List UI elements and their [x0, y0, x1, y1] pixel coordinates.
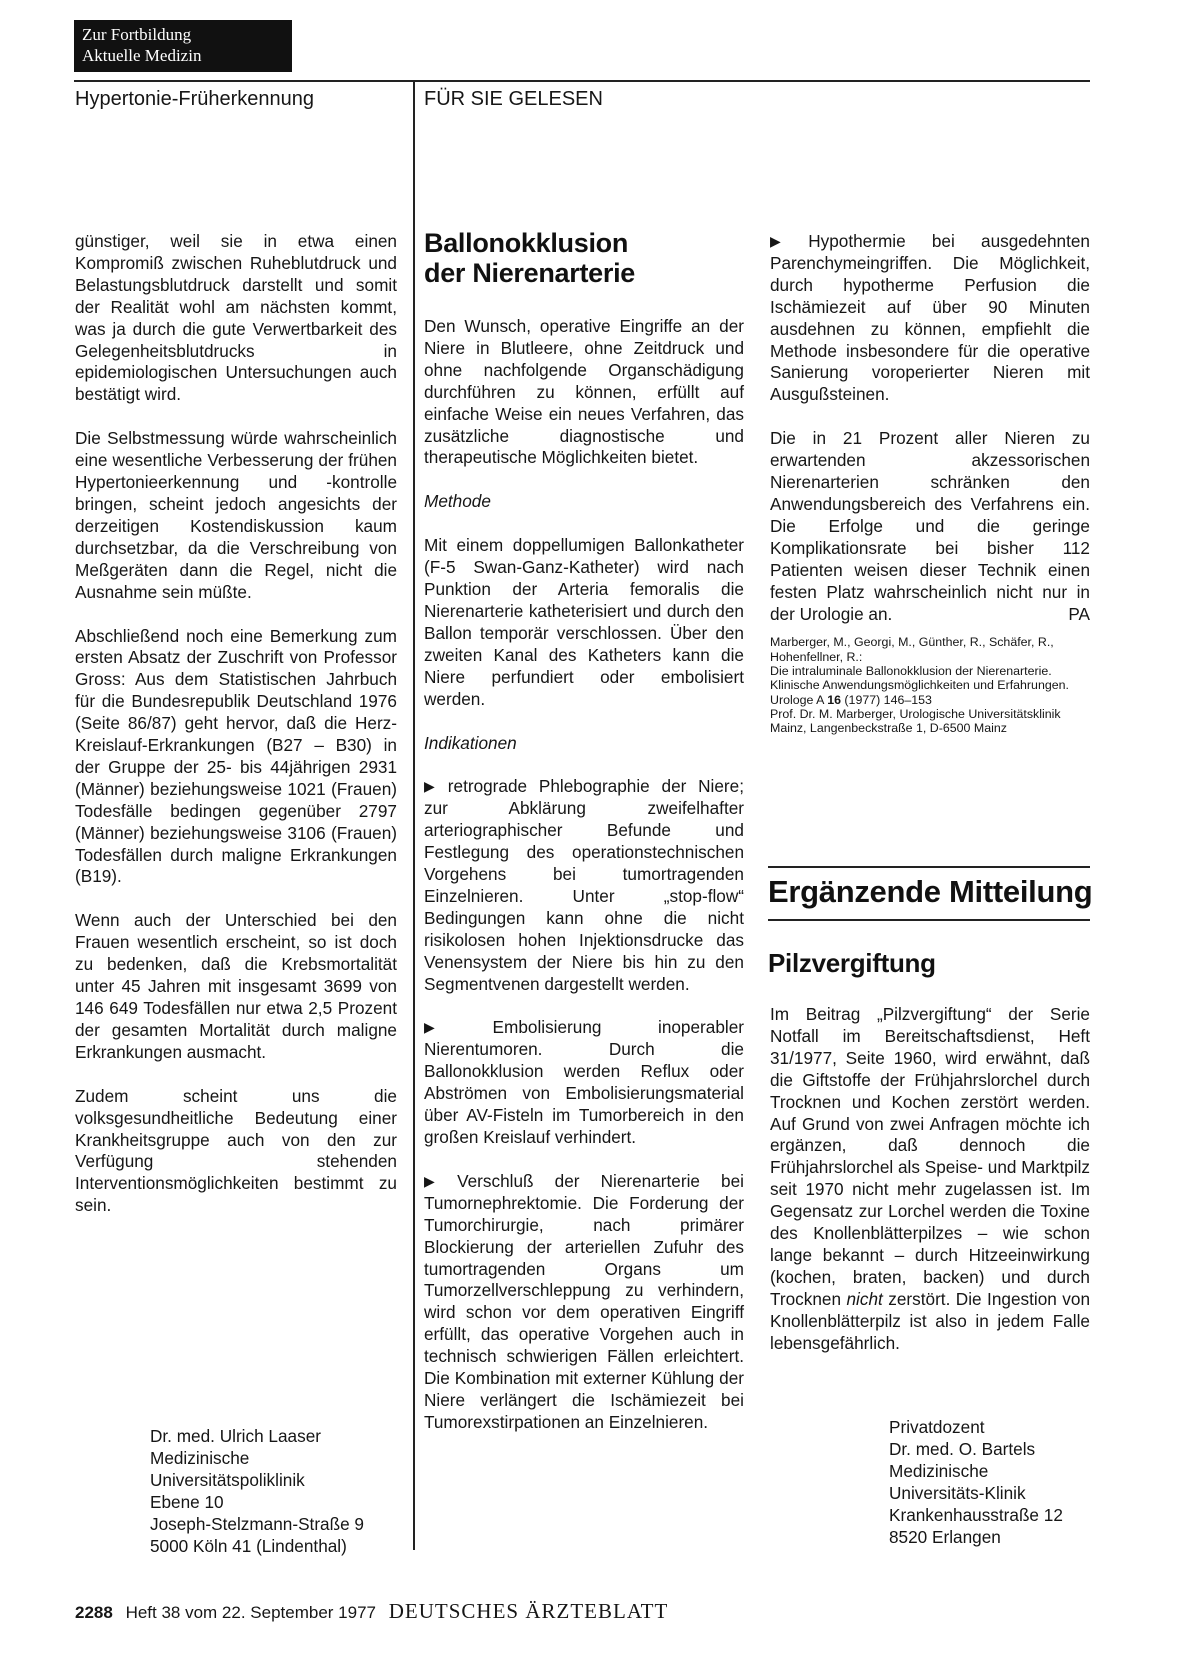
column-2	[424, 316, 744, 1456]
page-number: 2288	[75, 1603, 113, 1622]
col1-paragraph-1: günstiger, weil sie in etwa einen Kompromiß zwischen Ruheblutdruck und Belastungsblutdruck darstellt und somit der Realität wohl am nächsten kommt, was ja durch die gute Verwertbarkeit des Gelegenheitsblutdrucks in epidemiologischen Untersuchungen auch bestätigt wird.	[75, 231, 397, 405]
signature-line: 8520 Erlangen	[889, 1527, 1001, 1547]
section-rule-bottom	[768, 919, 1090, 921]
section-rule-top	[768, 866, 1090, 868]
signature-line: Dr. med. Ulrich Laaser	[150, 1426, 321, 1446]
indication-item-4	[770, 231, 1090, 406]
reference-address: Prof. Dr. M. Marberger, Urologische Universitätsklinik Mainz, Langenbeckstraße 1, D-6500 Mainz	[770, 706, 1061, 736]
column-divider	[413, 80, 415, 1550]
pilz-paragraph	[770, 1004, 1090, 1355]
badge-line-2: Aktuelle Medizin	[82, 46, 202, 65]
indication-text: Embolisierung inoperabler Nierentumoren. Durch die Ballonokklusion werden Reflux oder Abströmen von Embolisierungsmaterial über AV-Fisteln im Tumorbereich in den großen Kreislauf verhindert.	[424, 1017, 744, 1147]
subheading-methode: Methode	[424, 491, 491, 512]
col1-paragraph-5: Zudem scheint uns die volksgesundheitliche Bedeutung einer Krankheitsgruppe auch von den zur Verfügung stehenden Interventionsmöglichkeiten bestimmt zu sein.	[75, 1085, 397, 1216]
col3-paragraph-text: Die in 21 Prozent aller Nieren zu erwartenden akzessorischen Nierenarterien schränken den Anwendungsbereich des Verfahrens ein. Die Erfolge und die geringe Komplikationsrate bei bisher 112 Patienten weisen dieser Technik einen festen Platz wahrscheinlich nicht nur in der Urologie an.	[770, 428, 1090, 624]
col1-paragraph-3: Abschließend noch eine Bemerkung zum ersten Absatz der Zuschrift von Professor Gross: Aus dem Statistischen Jahrbuch für die Bundesrepublik Deutschland 1976 (Seite 86/87) geht hervor, daß die Herz-Kreislauf-Erkrankungen (B27 – B30) in der Gruppe der 25- bis 44jährigen 2931 (Männer) beziehungsweise 1021 (Frauen) Todesfälle bedingen gegenüber 2797 (Männer) beziehungsweise 3106 (Frauen) Todesfällen durch maligne Erkrankungen (B19).	[75, 625, 397, 887]
headline-line-2: der Nierenarterie	[424, 258, 636, 288]
triangle-bullet-icon: ▶	[424, 1019, 487, 1036]
signature-line: Medizinische	[150, 1448, 250, 1468]
issue-info: Heft 38 vom 22. September 1977	[125, 1603, 376, 1622]
indication-text: Hypothermie bei ausgedehnten Parenchymeingriffen. Die Möglichkeit, durch hypotherme Perfusion die Ischämiezeit auf über 90 Minuten ausdehnen zu können, empfiehlt die Methode insbesondere für die operative Sanierung voroperierter Nieren mit Ausgußsteinen.	[770, 231, 1090, 405]
signature-line: Dr. med. O. Bartels	[889, 1439, 1036, 1459]
triangle-bullet-icon: ▶	[424, 778, 442, 795]
triangle-bullet-icon: ▶	[424, 1172, 452, 1189]
indication-text: Verschluß der Nierenarterie bei Tumornephrektomie. Die Forderung der Tumorchirurgie, nach primärer Blockierung der arteriellen Zufuhr des tumortragenden Organs um Tumorzellverschleppung zu verhindern, wird schon vor dem operativen Eingriff erfüllt, das operative Vorgehen auch in technisch schwierigen Fällen erleichtert. Die Kombination mit externer Kühlung der Niere verlängert die Ischämiezeit bei Tumorexstirpationen an Einzelnieren.	[424, 1170, 744, 1432]
reference-block	[770, 635, 1090, 735]
indication-item-3	[424, 1171, 744, 1434]
page-footer	[75, 1599, 668, 1624]
signature-line: Ebene 10	[150, 1492, 224, 1512]
col1-paragraph-2: Die Selbstmessung würde wahrscheinlich eine wesentliche Verbesserung der frühen Hypertonieerkennung und -kontrolle bringen, scheint jedoch angesichts der derzeitigen Kostendiskussion kaum durchsetzbar, da die Verschreibung von Meßgeräten dann die Regel, nicht die Ausnahme sein müßte.	[75, 428, 397, 602]
signature-line: Universitätspoliklinik	[150, 1470, 305, 1490]
col2-intro: Den Wunsch, operative Eingriffe an der Niere in Blutleere, ohne Zeitdruck und ohne nachfolgende Organschädigung durchführen zu können, erfüllt auf einfache Weise ein neues Verfahren, das zusätzliche diagnostische und therapeutische Möglichkeiten bietet.	[424, 316, 744, 468]
col1-paragraph-4: Wenn auch der Unterschied bei den Frauen wesentlich erscheint, so ist doch zu bedenken, daß die Krebsmortalität unter 45 Jahren mit insgesamt 3699 von 146 649 Todesfällen nur etwa 2,5 Prozent der gesamten Mortalität durch maligne Erkrankungen ausmacht.	[75, 910, 397, 1062]
pilz-text-part-2: zerstört. Die Ingestion von Knollenblätterpilz ist also in jedem Falle lebensgefährlich.	[770, 1288, 1090, 1353]
left-running-head: Hypertonie-Früherkennung	[75, 88, 315, 110]
pilz-text-part-1: Im Beitrag „Pilzvergiftung“ der Serie Notfall im Bereitschaftsdienst, Heft 31/1977, Seite 1960, wird erwähnt, daß die Giftstoffe der Frühjahrslorchel durch Trocknen und Kochen zerstört werden. Auf Grund von zwei Anfragen möchte ich ergänzen, daß dennoch die Frühjahrslorchel als Speise- und Marktpilz seit 1970 nicht mehr zugelassen ist. Im Gegensatz zur Lorchel werden die Toxine des Knollenblätterpilzes – wie schon lange bekannt – durch Hitzeeinwirkung (kochen, braten, backen) und durch Trocknen	[770, 1004, 1091, 1309]
indication-text: retrograde Phlebographie der Niere; zur Abklärung zweifelhafter arteriographischer Befunde und Festlegung des operationstechnischen Vorgehens bei tumortragenden Einzelnieren. Unter „stop-flow“ Bedingungen kann ohne die nicht risikolosen hohen Injektionsdrucke das Venensystem der Niere bis hin zu den Segmentvenen dargestellt werden.	[424, 776, 744, 994]
right-running-head: FÜR SIE GELESEN	[424, 88, 603, 110]
signature-line: Medizinische	[889, 1461, 989, 1481]
pilz-body	[770, 1004, 1090, 1377]
reference-authors: Marberger, M., Georgi, M., Günther, R., Schäfer, R., Hohenfellner, R.:	[770, 635, 1054, 664]
indication-item-2	[424, 1017, 744, 1148]
reference-journal: Urologe A	[770, 692, 828, 707]
column-1	[75, 231, 397, 1239]
top-rule	[74, 80, 1090, 82]
signature-laaser	[150, 1425, 364, 1557]
signature-line: Universitäts-Klinik	[889, 1483, 1026, 1503]
triangle-bullet-icon: ▶	[770, 233, 803, 249]
article-headline-ballonokklusion	[424, 228, 635, 288]
signature-line: 5000 Köln 41 (Lindenthal)	[150, 1536, 347, 1556]
column-3	[770, 231, 1090, 735]
author-initials: PA	[1068, 603, 1090, 624]
subheading-indikationen: Indikationen	[424, 732, 517, 753]
signature-line: Joseph-Stelzmann-Straße 9	[150, 1514, 364, 1534]
article-headline-pilzvergiftung: Pilzvergiftung	[768, 948, 936, 978]
pilz-emphasis: nicht	[846, 1288, 883, 1309]
reference-title: Die intraluminale Ballonokklusion der Nierenarterie. Klinische Anwendungsmöglichkeiten und Erfahrungen.	[770, 664, 1069, 693]
badge-line-1: Zur Fortbildung	[82, 25, 192, 44]
reference-source	[770, 693, 1090, 707]
col2-methode: Mit einem doppellumigen Ballonkatheter (F-5 Swan-Ganz-Katheter) wird nach Punktion der Arteria femoralis die Nierenarterie katheterisiert und durch den Ballon temporär verschlossen. Über den zweiten Kanal des Katheters kann die Niere perfundiert oder embolisiert werden.	[424, 535, 744, 709]
reference-pages: (1977) 146–153	[840, 692, 932, 707]
section-headline-ergaenzende-mitteilung: Ergänzende Mitteilung	[768, 874, 1093, 909]
indication-item-1	[424, 776, 744, 995]
reference-volume: 16	[827, 692, 841, 707]
signature-line: Krankenhausstraße 12	[889, 1505, 1063, 1525]
journal-name: DEUTSCHES ÄRZTEBLATT	[388, 1599, 669, 1623]
headline-line-1: Ballonokklusion	[424, 228, 629, 258]
signature-line: Privatdozent	[889, 1417, 985, 1437]
signature-bartels	[889, 1416, 1063, 1548]
col3-paragraph-2	[770, 428, 1090, 625]
section-badge	[74, 20, 292, 72]
